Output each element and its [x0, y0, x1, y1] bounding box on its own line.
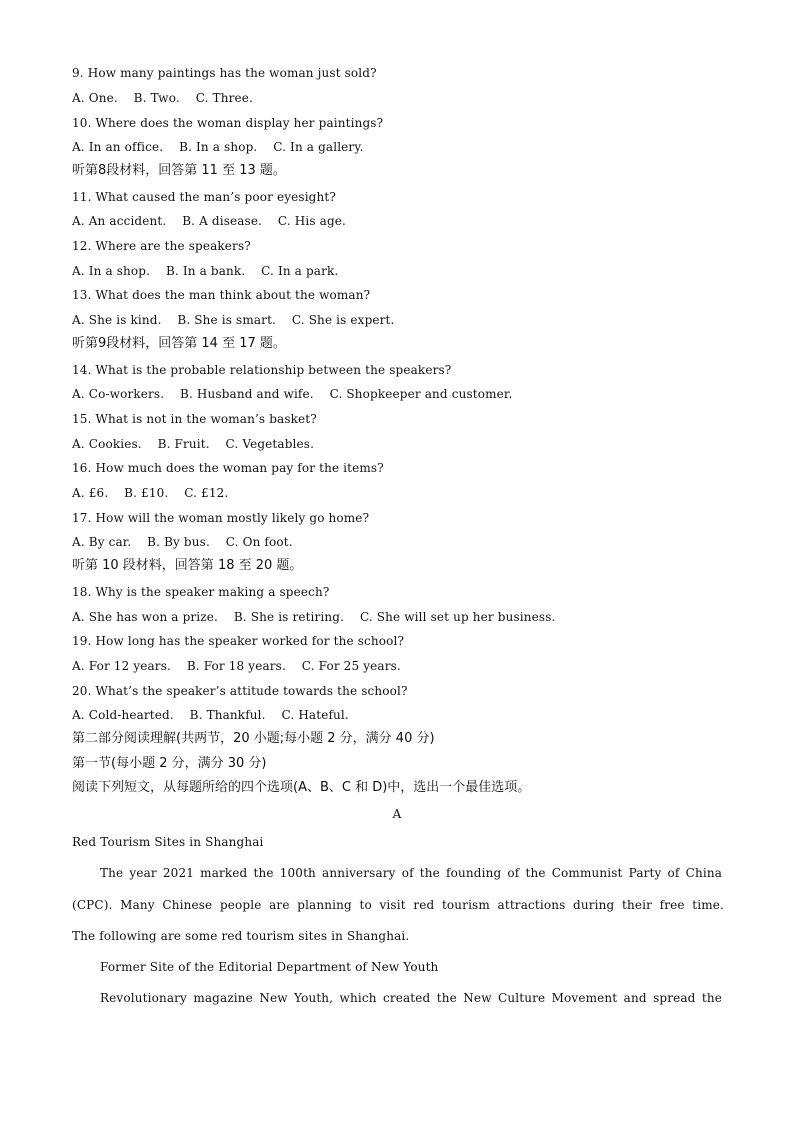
question-16: 16. How much does the woman pay for the items?: [72, 461, 384, 475]
site-1-title: Former Site of the Editorial Department of New Youth: [100, 960, 439, 974]
paragraph-1-line-2: (CPC). Many Chinese people are planning to visit red tourism attractions during their free time.: [72, 898, 724, 912]
options-14: A. Co-workers. B. Husband and wife. C. Shopkeeper and customer.: [72, 387, 513, 401]
options-11: A. An accident. B. A disease. C. His age.: [72, 214, 346, 228]
question-9: 9. How many paintings has the woman just sold?: [72, 66, 377, 80]
passage-title: Red Tourism Sites in Shanghai: [72, 835, 264, 849]
question-15: 15. What is not in the woman’s basket?: [72, 412, 317, 426]
question-11: 11. What caused the man’s poor eyesight?: [72, 190, 336, 204]
options-16: A. £6. B. £10. C. £12.: [72, 486, 229, 500]
options-10: A. In an office. B. In a shop. C. In a gallery.: [72, 140, 364, 154]
question-14: 14. What is the probable relationship between the speakers?: [72, 363, 452, 377]
options-15: A. Cookies. B. Fruit. C. Vegetables.: [72, 437, 315, 451]
options-20: A. Cold-hearted. B. Thankful. C. Hateful.: [72, 708, 349, 722]
options-19: A. For 12 years. B. For 18 years. C. For 25 years.: [72, 659, 401, 673]
reading-instructions: 阅读下列短文，从每题所给的四个选项(A、B、C 和 D)中，选出一个最佳选项。: [72, 780, 531, 795]
section-one-heading: 第一节(每小题 2 分，满分 30 分): [72, 756, 267, 771]
options-13: A. She is kind. B. She is smart. C. She is expert.: [72, 313, 395, 327]
section-instruction-10: 听第 10 段材料，回答第 18 至 20 题。: [72, 558, 303, 573]
question-12: 12. Where are the speakers?: [72, 239, 251, 253]
options-17: A. By car. B. By bus. C. On foot.: [72, 535, 293, 549]
question-20: 20. What’s the speaker’s attitude towards the school?: [72, 684, 408, 698]
question-19: 19. How long has the speaker worked for the school?: [72, 634, 405, 648]
options-9: A. One. B. Two. C. Three.: [72, 91, 253, 105]
question-17: 17. How will the woman mostly likely go home?: [72, 511, 370, 525]
paragraph-1-line-3: The following are some red tourism sites in Shanghai.: [72, 929, 410, 943]
question-13: 13. What does the man think about the woman?: [72, 288, 371, 302]
paragraph-2-line-1: Revolutionary magazine New Youth, which created the New Culture Movement and spread the: [100, 991, 722, 1005]
section-instruction-9: 听第9段材料，回答第 14 至 17 题。: [72, 336, 286, 351]
section-instruction-8: 听第8段材料，回答第 11 至 13 题。: [72, 163, 286, 178]
paragraph-1-line-1: The year 2021 marked the 100th anniversary of the founding of the Communist Party of China: [100, 866, 722, 880]
options-18: A. She has won a prize. B. She is retiring. C. She will set up her business.: [72, 610, 556, 624]
question-18: 18. Why is the speaker making a speech?: [72, 585, 330, 599]
question-10: 10. Where does the woman display her paintings?: [72, 116, 384, 130]
options-12: A. In a shop. B. In a bank. C. In a park.: [72, 264, 339, 278]
passage-letter: A: [392, 807, 402, 821]
part-two-heading: 第二部分阅读理解(共两节，20 小题;每小题 2 分，满分 40 分): [72, 731, 435, 746]
